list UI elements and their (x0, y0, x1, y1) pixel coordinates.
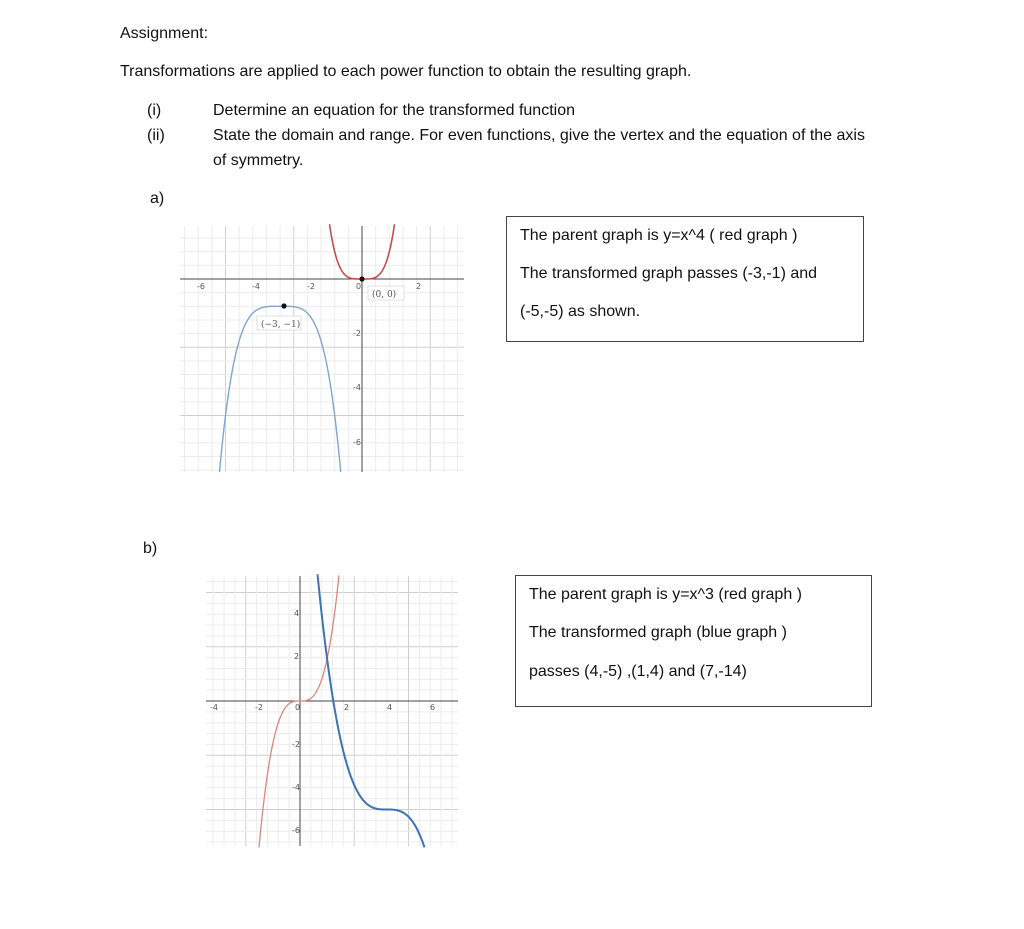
task-text-ii-continued: of symmetry. (213, 152, 304, 169)
intro-text: Transformations are applied to each power function to obtain the resulting graph. (120, 63, 692, 80)
part-a-xtick-4: 0 (356, 282, 362, 291)
part-b-ytick-2: 2 (294, 652, 300, 661)
part-b-ytick-3: -2 (292, 740, 300, 749)
task-text-ii: State the domain and range. For even functions, give the vertex and the equation of the axis (213, 127, 865, 144)
part-a-info-box (506, 216, 864, 342)
part-a-point-label-1: (0, 0) (372, 290, 397, 300)
part-a-xtick-5: 2 (416, 282, 422, 291)
part-b-xtick-6: 6 (430, 703, 436, 712)
part-b-xtick-2: -2 (255, 703, 263, 712)
part-a-vertex-point-parent (359, 276, 364, 281)
part-b-xtick-5: 4 (387, 703, 393, 712)
assignment-heading: Assignment: (120, 25, 209, 42)
part-a-info-line-3: (-5,-5) as shown. (520, 303, 641, 320)
part-b-xtick-1: -4 (210, 703, 218, 712)
part-b-ytick-4: -4 (292, 783, 300, 792)
part-a-label: a) (150, 190, 165, 207)
part-a-vertex-point-transformed (281, 303, 286, 308)
part-b-graph (206, 576, 458, 846)
part-a-xtick-3: -2 (307, 282, 315, 291)
task-text-i: Determine an equation for the transformed function (213, 102, 575, 119)
part-b-grid (206, 576, 458, 846)
part-a-xtick-1: -6 (197, 282, 205, 291)
part-b-ytick-1: 4 (294, 609, 300, 618)
part-b-xtick-4: 2 (344, 703, 350, 712)
task-marker-i: (i) (147, 102, 162, 119)
part-b-info-line-2: The transformed graph (blue graph ) (529, 624, 787, 641)
part-a-info-line-1: The parent graph is y=x^4 ( red graph ) (520, 227, 798, 244)
part-a-point-label-2: (−3, −1) (261, 320, 301, 330)
part-a-ytick-1: -2 (353, 329, 361, 338)
part-a-ytick-3: -6 (353, 438, 361, 447)
part-a-ytick-2: -4 (353, 383, 361, 392)
part-b-info-line-1: The parent graph is y=x^3 (red graph ) (529, 586, 802, 603)
part-b-label: b) (143, 540, 158, 557)
task-marker-ii: (ii) (147, 127, 165, 144)
part-a-xtick-2: -4 (252, 282, 260, 291)
part-b-xtick-3: 0 (295, 703, 301, 712)
part-b-info-box (515, 575, 872, 707)
part-a-graph (180, 226, 464, 472)
part-a-info-line-2: The transformed graph passes (-3,-1) and (520, 265, 818, 282)
part-b-ytick-5: -6 (292, 826, 300, 835)
part-b-info-line-3: passes (4,-5) ,(1,4) and (7,-14) (529, 663, 747, 680)
